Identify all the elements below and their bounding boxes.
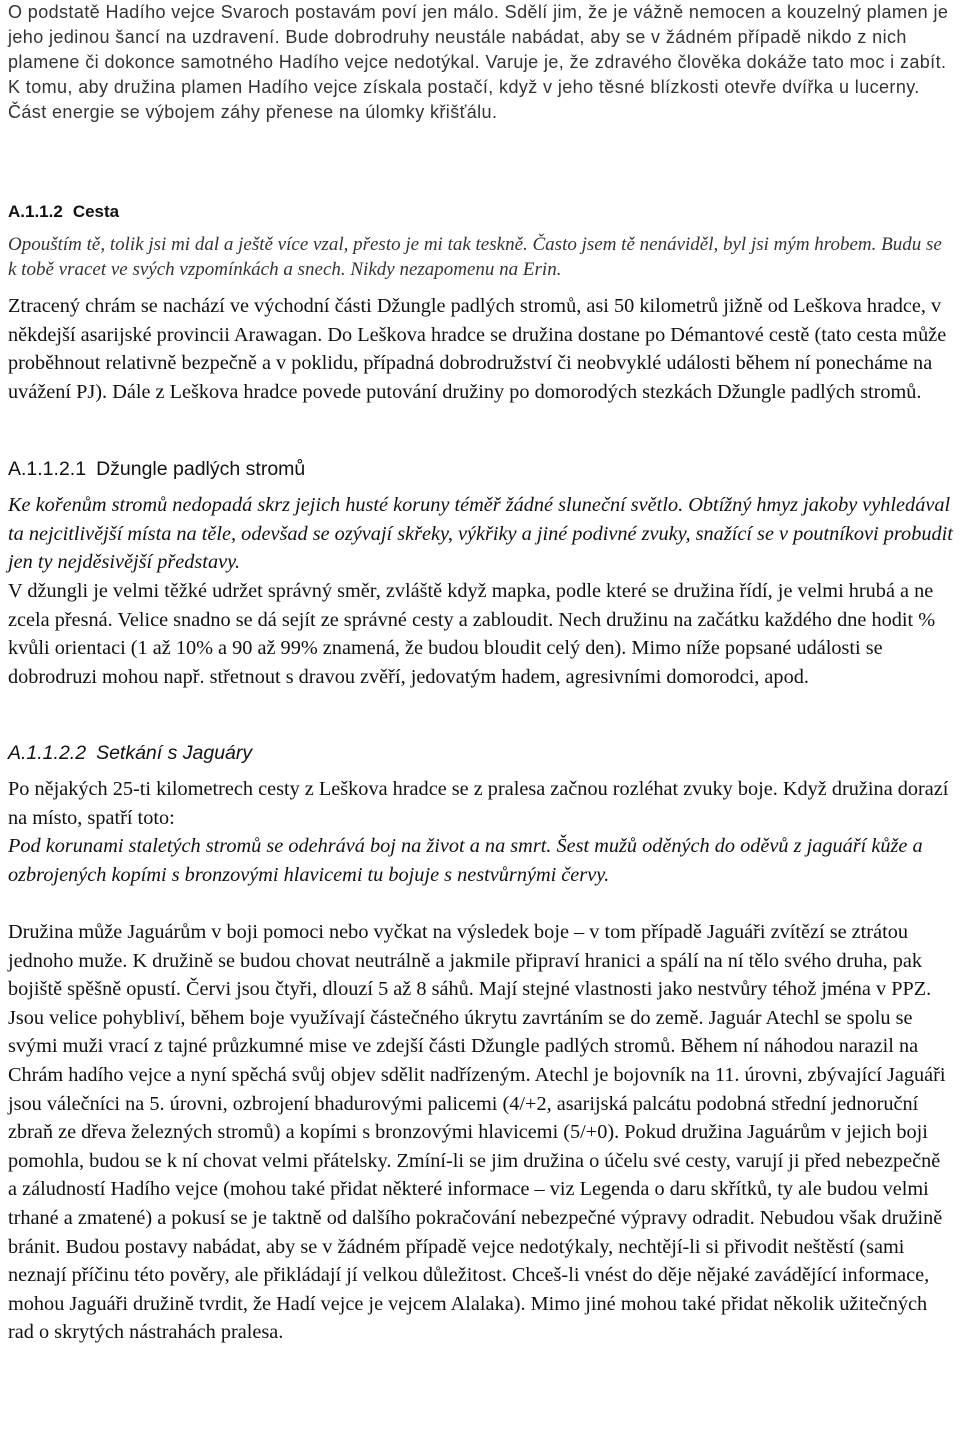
section-heading: [8, 456, 954, 482]
section-body: V džungli je velmi těžké udržet správný směr, zvláště když mapka, podle které se družina řídí, je velmi hrubá a ne zcela přesná. Velice snadno se dá sejít ze správné cesty a zabloudit. Nech družinu na začátku každého dne hodit % kvůli orientaci (1 až 10% a 90 až 99% znamená, že budou bloudit celý den). Mimo níže popsané události se dobrodruzi mohou např. střetnout s dravou zvěří, jedovatým hadem, agresivními domorodci, apod.: [8, 580, 936, 688]
section-number: A.1.1.2.2: [8, 742, 87, 764]
section-number: A.1.1.2.1: [8, 458, 87, 480]
section-quote: Opouštím tě, tolik jsi mi dal a ještě více vzal, přesto je mi tak teskně. Často jsem tě nenáviděl, byl jsi mým hrobem. Budu se k tobě vracet ve svých vzpomínkách a snech. Nikdy nezapomenu na Erin.: [8, 234, 942, 280]
section-body-intro: Po nějakých 25-ti kilometrech cesty z Leškova hradce se z pralesa začnou rozléhat zvuky boje. Když družina dorazí na místo, spatří toto:: [8, 778, 949, 829]
section-heading: [8, 740, 954, 766]
section-heading: [8, 200, 954, 224]
section-dzungle: [8, 456, 954, 720]
section-jaguary: [8, 740, 954, 1347]
section-title: Džungle padlých stromů: [96, 458, 306, 480]
intro-paragraph: O podstatě Hadího vejce Svaroch postavám poví jen málo. Sdělí jim, že je vážně nemocen a kouzelný plamen je jeho jedinou šancí na uzdravení. Bude dobrodruhy neustále nabádat, aby se v žádném případě nikdo z nich plamene či dokonce samotného Hadího vejce nedotýkal. Varuje je, že zdravého člověka dokáže tato moc i zabít. K tomu, aby družina plamen Hadího vejce získala postačí, když v jeho těsné blízkosti otevře dvířka u lucerny. Část energie se výbojem záhy přenese na úlomky křišťálu.: [8, 2, 949, 122]
section-quote: Pod korunami staletých stromů se odehrává boj na život a na smrt. Šest mužů oděných do oděvů z jaguáří kůže a ozbrojených kopími s bronzovými hlavicemi tu bojuje s nestvůrnými červy.: [8, 835, 923, 886]
section-quote: Ke kořenům stromů nedopadá skrz jejich husté koruny téměř žádné sluneční světlo. Obtížný hmyz jakoby vyhledával ta nejcitlivější místa na těle, odevšad se ozývají skřeky, výkřiky a jiné podivné zvuky, snažící se v poutníkovi probudit jen ty nejděsivější představy.: [8, 494, 953, 574]
section-cesta: [8, 200, 954, 434]
section-title: Setkání s Jaguáry: [96, 742, 253, 764]
section-body: Družina může Jaguárům v boji pomoci nebo vyčkat na výsledek boje – v tom případě Jaguáři zvítězí se ztrátou jednoho muže. K družině se budou chovat neutrálně a jakmile připraví hranici a spálí na ní tělo svého druha, pak bojiště spěšně opustí. Červi jsou čtyři, dlouzí 5 až 8 sáhů. Mají stejné vlastnosti jako nestvůry téhož jména v PPZ. Jsou velice pohybliví, během boje využívají částečného úkrytu zavrtáním se do země. Jaguár Atechl se spolu se svými muži vrací z tajné průzkumné mise ve zdejší části Džungle padlých stromů. Během ní náhodou narazil na Chrám hadího vejce a nyní spěchá svůj objev sdělit nadřízeným. Atechl je bojovník na 11. úrovni, zbývající Jaguáři jsou válečníci na 5. úrovni, ozbrojení bhadurovými palicemi (4/+2, asarijská palcátu podobná střední jednoruční zbraň ze dřeva železných stromů) a kopími s bronzovými hlavicemi (5/+0). Pokud družina Jaguárům v jejich boji pomohla, budou se k ní chovat velmi přátelsky. Zmíní-li se jim družina o účelu své cesty, varují ji před nebezpečně a záludností Hadího vejce (mohou také přidat některé informace – viz Legenda o daru skřítků, ty ale budou velmi trhané a zmatené) a pokusí se je taktně od dalšího pokračování nebezpečné výpravy odradit. Nebudou však družině bránit. Budou postavy nabádat, aby se v žádném případě vejce nedotýkaly, nechtějí-li si přivodit neštěstí (sami neznají příčinu této pověry, ale přikládají jí velkou důležitost. Chceš-li vnést do děje nějaké zavádějící informace, mohou Jaguáři družině tvrdit, že Hadí vejce je vejcem Alalaka). Mimo jiné mohou také přidat několik užitečných rad o skrytých nástrahách pralesa.: [8, 921, 946, 1344]
section-number: A.1.1.2: [8, 202, 63, 221]
section-body: Ztracený chrám se nachází ve východní části Džungle padlých stromů, asi 50 kilometrů jižně od Leškova hradce, v někdejší asarijské provincii Arawagan. Do Leškova hradce se družina dostane po Démantové cestě (tato cesta může proběhnout relativně bezpečně a v poklidu, případná dobrodružství či neobvyklé události během ní ponecháme na uvážení PJ). Dále z Leškova hradce povede putování družiny po domorodých stezkách Džungle padlých stromů.: [8, 295, 947, 403]
section-title: Cesta: [72, 202, 120, 221]
